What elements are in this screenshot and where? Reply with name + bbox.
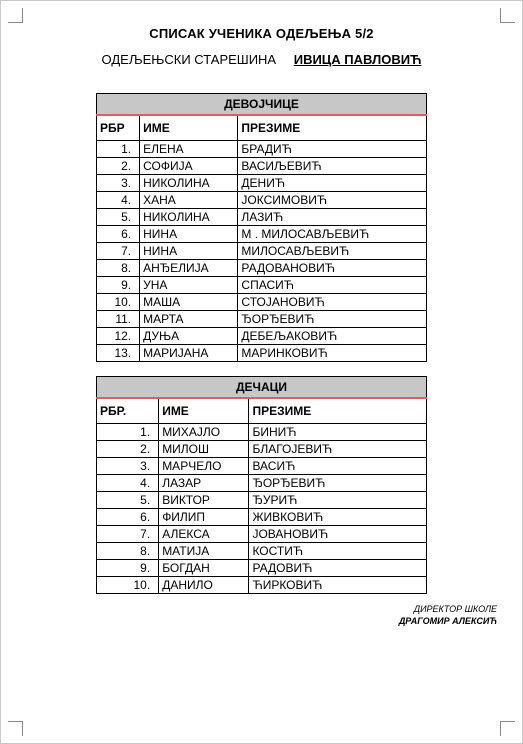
table-row xyxy=(97,441,427,458)
first-name-cell: ХАНА xyxy=(140,192,238,209)
table-row xyxy=(97,192,427,209)
last-name-cell: ДЕБЕЉАКОВИЋ xyxy=(238,328,427,345)
table-row xyxy=(97,243,427,260)
last-name-cell: ВАСИЋ xyxy=(249,458,427,475)
last-name-cell: ЋИРКОВИЋ xyxy=(249,577,427,594)
teacher-line xyxy=(0,52,523,67)
table-row xyxy=(97,311,427,328)
girls-heading: ДЕВОЈЧИЦЕ xyxy=(97,94,427,116)
table-row xyxy=(97,141,427,158)
last-name-cell: БРАДИЋ xyxy=(238,141,427,158)
first-name-cell: МАРЧЕЛО xyxy=(159,458,249,475)
last-name-cell: БИНИЋ xyxy=(249,424,427,441)
row-number: 10. xyxy=(97,577,159,594)
last-name-cell: ВАСИЉЕВИЋ xyxy=(238,158,427,175)
row-number: 11. xyxy=(97,311,140,328)
row-number: 4. xyxy=(97,192,140,209)
boys-heading: ДЕЧАЦИ xyxy=(97,377,427,399)
row-number: 13. xyxy=(97,345,140,362)
row-number: 3. xyxy=(97,175,140,192)
signature-role: ДИРЕКТОР ШКОЛЕ xyxy=(413,604,497,614)
first-name-cell: НИКОЛИНА xyxy=(140,209,238,226)
table-row xyxy=(97,475,427,492)
first-name-cell: НИНА xyxy=(140,226,238,243)
row-number: 10. xyxy=(97,294,140,311)
first-name-cell: ДАНИЛО xyxy=(159,577,249,594)
table-row xyxy=(97,543,427,560)
table-row xyxy=(97,226,427,243)
table-row xyxy=(97,577,427,594)
document-title: СПИСАК УЧЕНИКА ОДЕЉЕЊА 5/2 xyxy=(149,26,374,41)
first-name-cell: СОФИЈА xyxy=(140,158,238,175)
last-name-cell: КОСТИЋ xyxy=(249,543,427,560)
first-name-cell: МАША xyxy=(140,294,238,311)
row-number: 9. xyxy=(97,277,140,294)
row-number: 5. xyxy=(97,492,159,509)
last-name-cell: ЛАЗИЋ xyxy=(238,209,427,226)
first-name-cell: НИКОЛИНА xyxy=(140,175,238,192)
first-name-cell: ДУЊА xyxy=(140,328,238,345)
margin-corner-mark xyxy=(500,721,515,736)
table-row xyxy=(97,294,427,311)
column-header-number: РБР xyxy=(97,115,140,141)
first-name-cell: МАРИЈАНА xyxy=(140,345,238,362)
first-name-cell: БОГДАН xyxy=(159,560,249,577)
teacher-name: ИВИЦА ПАВЛОВИЋ xyxy=(293,52,422,67)
column-header-last-name: ПРЕЗИМЕ xyxy=(249,398,427,424)
row-number: 7. xyxy=(97,526,159,543)
column-header-number: РБР. xyxy=(97,398,159,424)
signature-block xyxy=(399,603,497,627)
first-name-cell: МИХАЈЛО xyxy=(159,424,249,441)
first-name-cell: ЛАЗАР xyxy=(159,475,249,492)
last-name-cell: ЈОКСИМОВИЋ xyxy=(238,192,427,209)
last-name-cell: ЂУРИЋ xyxy=(249,492,427,509)
teacher-label: ОДЕЉЕЊСКИ СТАРЕШИНА xyxy=(101,52,277,67)
last-name-cell: БЛАГОЈЕВИЋ xyxy=(249,441,427,458)
row-number: 1. xyxy=(97,424,159,441)
row-number: 2. xyxy=(97,441,159,458)
table-row xyxy=(97,209,427,226)
column-header-first-name: ИМЕ xyxy=(140,115,238,141)
table-row xyxy=(97,526,427,543)
first-name-cell: АЛЕКСА xyxy=(159,526,249,543)
first-name-cell: ЕЛЕНА xyxy=(140,141,238,158)
table-row xyxy=(97,424,427,441)
last-name-cell: ЂОРЂЕВИЋ xyxy=(238,311,427,328)
column-header-first-name: ИМЕ xyxy=(159,398,249,424)
row-number: 6. xyxy=(97,226,140,243)
table-row xyxy=(97,328,427,345)
table-row xyxy=(97,260,427,277)
margin-corner-mark xyxy=(8,721,23,736)
first-name-cell: АНЂЕЛИЈА xyxy=(140,260,238,277)
row-number: 6. xyxy=(97,509,159,526)
row-number: 3. xyxy=(97,458,159,475)
row-number: 1. xyxy=(97,141,140,158)
table-row xyxy=(97,458,427,475)
table-row xyxy=(97,560,427,577)
row-number: 4. xyxy=(97,475,159,492)
first-name-cell: МАРТА xyxy=(140,311,238,328)
row-number: 7. xyxy=(97,243,140,260)
first-name-cell: УНА xyxy=(140,277,238,294)
row-number: 12. xyxy=(97,328,140,345)
last-name-cell: ЈОВАНОВИЋ xyxy=(249,526,427,543)
row-number: 9. xyxy=(97,560,159,577)
table-row xyxy=(97,492,427,509)
last-name-cell: МАРИНКОВИЋ xyxy=(238,345,427,362)
row-number: 8. xyxy=(97,260,140,277)
first-name-cell: ФИЛИП xyxy=(159,509,249,526)
first-name-cell: ВИКТОР xyxy=(159,492,249,509)
table-row xyxy=(97,175,427,192)
table-row xyxy=(97,345,427,362)
column-header-last-name: ПРЕЗИМЕ xyxy=(238,115,427,141)
first-name-cell: МИЛОШ xyxy=(159,441,249,458)
last-name-cell: ДЕНИЋ xyxy=(238,175,427,192)
first-name-cell: НИНА xyxy=(140,243,238,260)
table-row xyxy=(97,158,427,175)
last-name-cell: М . МИЛОСАВЉЕВИЋ xyxy=(238,226,427,243)
row-number: 2. xyxy=(97,158,140,175)
last-name-cell: ЖИВКОВИЋ xyxy=(249,509,427,526)
signature-name: ДРАГОМИР АЛЕКСИЋ xyxy=(398,616,497,626)
table-row xyxy=(97,509,427,526)
last-name-cell: СПАСИЋ xyxy=(238,277,427,294)
last-name-cell: СТОЈАНОВИЋ xyxy=(238,294,427,311)
last-name-cell: МИЛОСАВЉЕВИЋ xyxy=(238,243,427,260)
last-name-cell: РАДОВИЋ xyxy=(249,560,427,577)
last-name-cell: РАДОВАНОВИЋ xyxy=(238,260,427,277)
row-number: 8. xyxy=(97,543,159,560)
first-name-cell: МАТИЈА xyxy=(159,543,249,560)
last-name-cell: ЂОРЂЕВИЋ xyxy=(249,475,427,492)
row-number: 5. xyxy=(97,209,140,226)
table-row xyxy=(97,277,427,294)
margin-corner-mark xyxy=(500,8,515,23)
girls-table xyxy=(96,93,427,362)
boys-table xyxy=(96,376,427,594)
margin-corner-mark xyxy=(8,8,23,23)
